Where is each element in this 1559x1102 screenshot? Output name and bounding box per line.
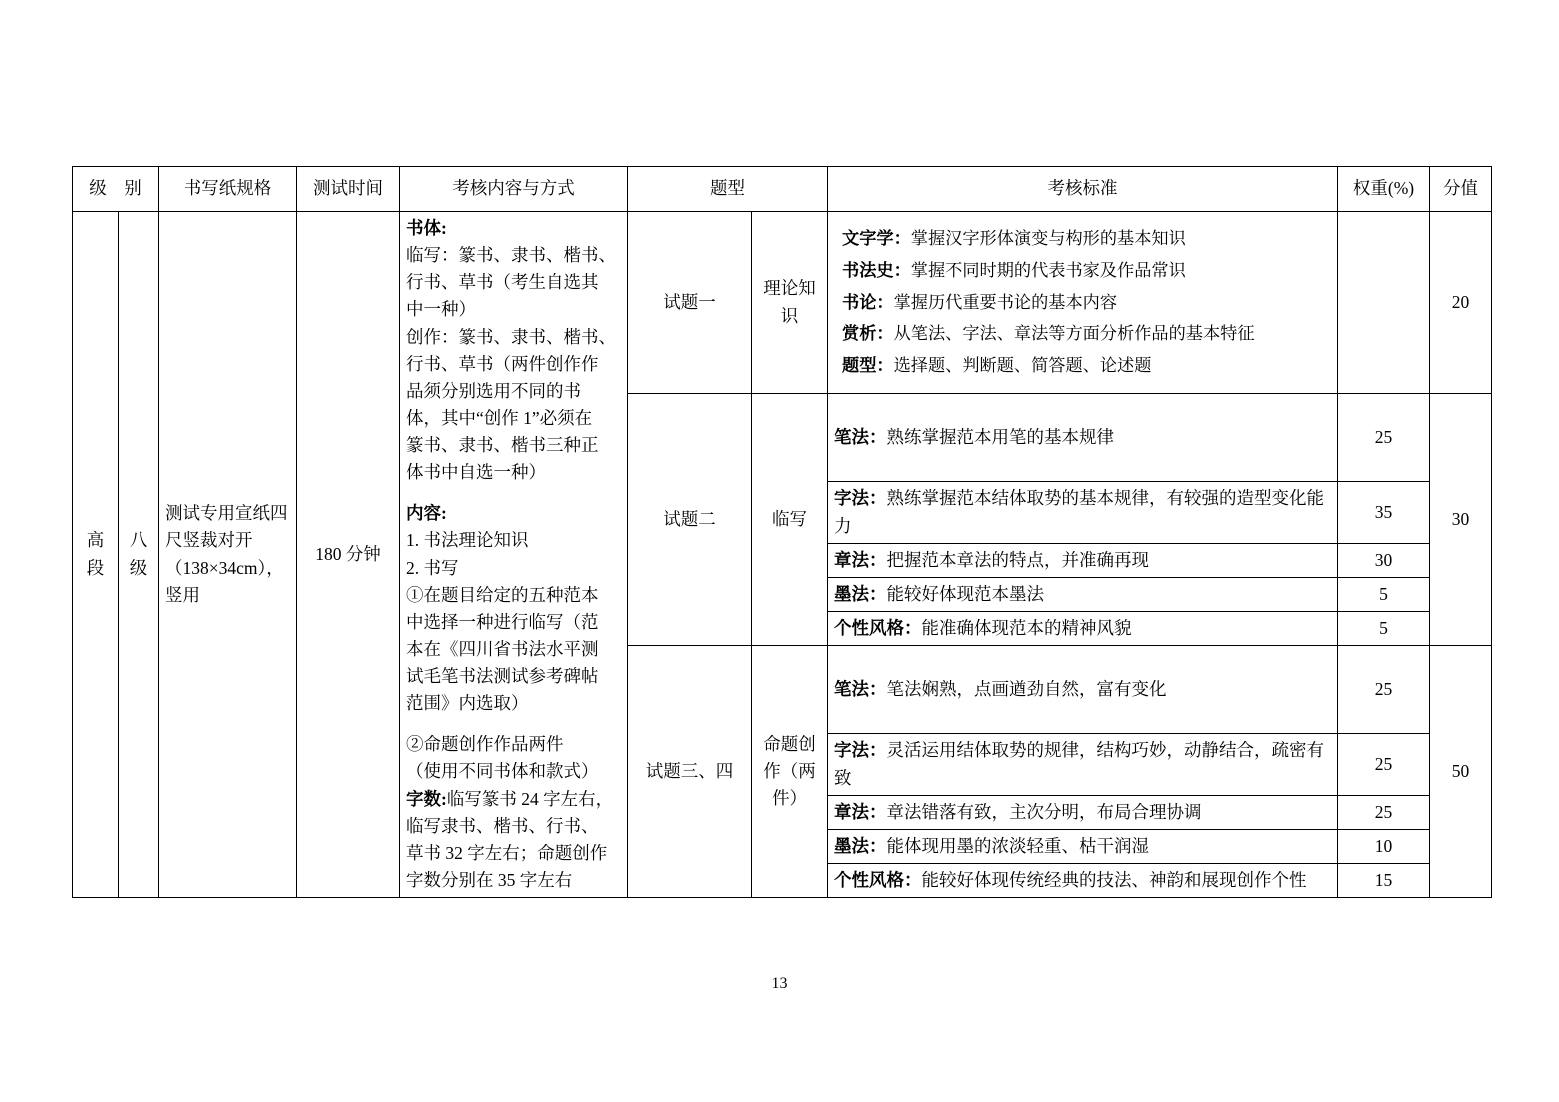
criterion-text: 能准确体现范本的精神风貌 xyxy=(921,617,1132,638)
cell-weight-2-0: 25 xyxy=(1338,394,1430,482)
question-kind-line: 理论知识 xyxy=(763,278,816,326)
content-style-line-8: 体书中自选一种） xyxy=(406,462,546,483)
criterion-label: 笔法： xyxy=(834,679,887,700)
cell-standard-3-1 xyxy=(828,734,1338,795)
criterion-text: 把握范本章法的特点，并准确再现 xyxy=(886,549,1149,570)
criterion-1-2 xyxy=(842,287,1323,319)
content-creation-line-0: ②命题创作作品两件 xyxy=(406,734,564,755)
content-wordcount-wrap xyxy=(406,786,621,813)
cell-content-method xyxy=(400,212,628,898)
criterion-text: 选择题、判断题、简答题、论述题 xyxy=(893,356,1152,376)
header-standard: 考核标准 xyxy=(828,167,1338,212)
criterion-1-0 xyxy=(842,223,1323,255)
cell-question-no-2: 试题二 xyxy=(628,394,752,646)
cell-weight-3-1: 25 xyxy=(1338,734,1430,795)
cell-question-kind-2: 临写 xyxy=(752,394,828,646)
criterion-label: 书法史： xyxy=(842,260,911,280)
cell-question-no-1: 试题一 xyxy=(628,212,752,394)
content-wordcount-line-3: 字数分别在 35 字左右 xyxy=(406,869,573,890)
cell-standard-2-4 xyxy=(828,611,1338,645)
cell-score-3: 50 xyxy=(1430,646,1492,898)
content-style-line-5: 品须分别选用不同的书 xyxy=(406,380,581,401)
cell-question-kind-1 xyxy=(752,212,828,394)
cell-test-time: 180 分钟 xyxy=(297,212,400,898)
cell-level-grade: 八级 xyxy=(119,212,159,898)
content-content-line-1: 2. 书写 xyxy=(406,557,459,578)
grade-standard-table xyxy=(72,166,1492,898)
header-score: 分值 xyxy=(1430,167,1492,212)
cell-standard-group-1 xyxy=(828,212,1338,394)
cell-standard-3-3 xyxy=(828,829,1338,863)
criterion-text: 笔法娴熟，点画遒劲自然，富有变化 xyxy=(886,679,1167,700)
content-style-line-1: 行书、草书（考生自选其 xyxy=(406,272,599,293)
content-content-line-6: 范围》内选取） xyxy=(406,693,529,714)
content-style-line-0: 临写：篆书、隶书、楷书、 xyxy=(406,245,616,266)
criterion-text: 掌握汉字形体演变与构形的基本知识 xyxy=(910,229,1186,248)
cell-weight-2-4: 5 xyxy=(1338,611,1430,645)
header-content-method: 考核内容与方式 xyxy=(400,167,628,212)
content-style-line-6: 体，其中“创作 1”必须在 xyxy=(406,407,593,428)
criterion-label: 墨法： xyxy=(834,835,887,856)
content-style-line-3: 创作：篆书、隶书、楷书、 xyxy=(406,326,616,347)
criterion-label: 字法： xyxy=(834,740,887,761)
criterion-1-1 xyxy=(842,255,1323,287)
cell-weight-3-0: 25 xyxy=(1338,646,1430,734)
criterion-label: 个性风格： xyxy=(834,869,922,890)
criterion-label: 赏析： xyxy=(842,324,894,344)
content-wordcount-line-0: 临写篆书 24 字左右， xyxy=(446,788,614,809)
cell-standard-2-2 xyxy=(828,543,1338,577)
cell-paper-spec: 测试专用宣纸四尺竖裁对开（138×34cm），竖用 xyxy=(159,212,297,898)
content-content-line-2: ①在题目给定的五种范本 xyxy=(406,584,599,605)
criterion-label: 题型： xyxy=(842,356,894,376)
content-content-line-5: 试毛笔书法测试参考碑帖 xyxy=(406,666,599,686)
table-header-row xyxy=(73,167,1492,212)
criterion-text: 章法错落有致，主次分明，布局合理协调 xyxy=(886,801,1202,822)
content-style-line-7: 篆书、隶书、楷书三种正 xyxy=(406,435,599,455)
content-wordcount-title: 字数: xyxy=(406,788,447,809)
criterion-text: 从笔法、字法、章法等方面分析作品的基本特征 xyxy=(893,324,1255,344)
criterion-text: 熟练掌握范本用笔的基本规律 xyxy=(886,427,1114,448)
cell-standard-3-4 xyxy=(828,863,1338,897)
header-paper-spec: 书写纸规格 xyxy=(159,167,297,212)
criterion-label: 个性风格： xyxy=(834,617,922,638)
criterion-label: 墨法： xyxy=(834,583,887,604)
content-wordcount-line-1: 临写隶书、楷书、行书、 xyxy=(406,815,599,836)
cell-weight-2-1: 35 xyxy=(1338,482,1430,543)
cell-standard-3-0 xyxy=(828,646,1338,734)
header-level: 级 别 xyxy=(73,167,159,212)
cell-standard-3-2 xyxy=(828,795,1338,829)
content-style-line-2: 中一种） xyxy=(406,299,476,320)
content-style-title: 书体: xyxy=(406,218,447,238)
criterion-label: 文字学： xyxy=(842,229,911,248)
cell-score-2: 30 xyxy=(1430,394,1492,646)
criterion-text: 熟练掌握范本结体取势的基本规律，有较强的造型变化能力 xyxy=(834,488,1324,536)
cell-standard-2-3 xyxy=(828,577,1338,611)
cell-question-no-3: 试题三、四 xyxy=(628,646,752,898)
criterion-label: 书论： xyxy=(842,292,894,312)
criterion-text: 能较好体现传统经典的技法、神韵和展现创作个性 xyxy=(921,869,1307,890)
cell-weight-2-2: 30 xyxy=(1338,543,1430,577)
content-style-line-4: 行书、草书（两件创作作 xyxy=(406,353,599,374)
cell-weight-3-4: 15 xyxy=(1338,863,1430,897)
cell-score-1: 20 xyxy=(1430,212,1492,394)
content-content-line-0: 1. 书法理论知识 xyxy=(406,530,529,551)
criterion-text: 灵活运用结体取势的规律，结构巧妙，动静结合，疏密有致 xyxy=(834,740,1324,788)
criterion-label: 章法： xyxy=(834,549,887,570)
cell-weight-3-2: 25 xyxy=(1338,795,1430,829)
content-wordcount-line-2: 草书 32 字左右；命题创作 xyxy=(406,842,608,863)
cell-standard-2-0 xyxy=(828,394,1338,482)
header-test-time: 测试时间 xyxy=(297,167,400,212)
criterion-1-3 xyxy=(842,318,1323,350)
criterion-label: 章法： xyxy=(834,801,887,822)
cell-question-kind-3: 命题创作（两件） xyxy=(752,646,828,898)
criterion-text: 掌握历代重要书论的基本内容 xyxy=(893,292,1118,312)
criterion-label: 笔法： xyxy=(834,427,887,448)
page-number: 13 xyxy=(771,975,788,992)
criterion-1-4 xyxy=(842,350,1323,382)
header-weight: 权重(%) xyxy=(1338,167,1430,212)
criterion-text: 能较好体现范本墨法 xyxy=(886,583,1044,604)
cell-weight-3-3: 10 xyxy=(1338,829,1430,863)
content-content-line-4: 本在《四川省书法水平测 xyxy=(406,638,599,659)
criterion-text: 能体现用墨的浓淡轻重、枯干润湿 xyxy=(886,835,1149,856)
cell-weight-group-1 xyxy=(1338,212,1430,394)
cell-level-stage: 高段 xyxy=(73,212,119,898)
cell-standard-2-1 xyxy=(828,482,1338,543)
content-creation-line-1: （使用不同书体和款式） xyxy=(406,761,599,782)
criterion-text: 掌握不同时期的代表书家及作品常识 xyxy=(910,260,1186,280)
cell-weight-2-3: 5 xyxy=(1338,577,1430,611)
content-content-title: 内容: xyxy=(406,503,447,524)
criterion-label: 字法： xyxy=(834,488,887,509)
content-content-line-3: 中选择一种进行临写（范 xyxy=(406,611,599,632)
header-question-type: 题型 xyxy=(628,167,828,212)
